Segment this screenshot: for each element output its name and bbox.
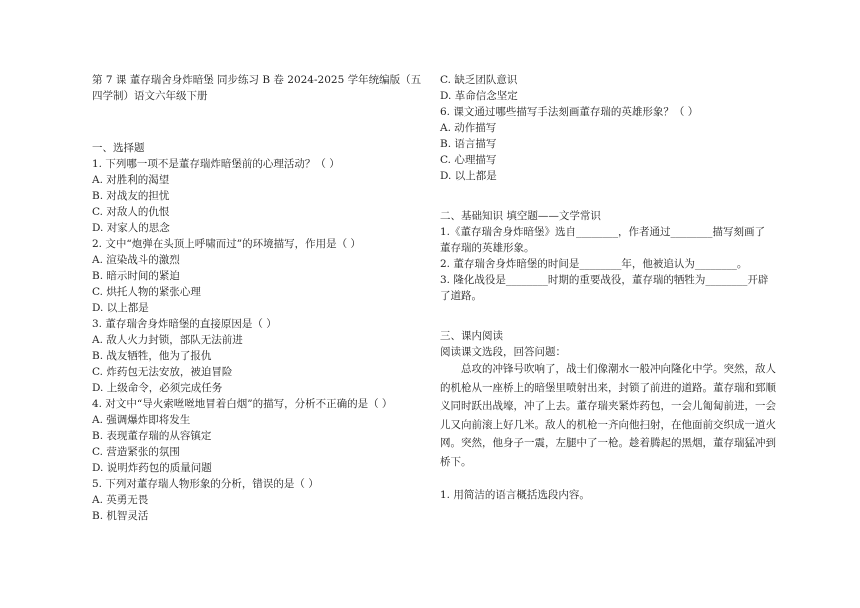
question-4-option-a: A. 强调爆炸即将发生: [92, 414, 191, 426]
fill-in-3-line1: 3. 隆化战役是________时期的重要战役，董存瑞的牺牲为________开辟: [440, 274, 769, 286]
question-2-option-d: D. 以上都是: [92, 302, 149, 314]
question-1-option-d: D. 对家人的思念: [92, 222, 170, 234]
question-1-option-b: B. 对战友的担忧: [92, 190, 170, 202]
question-1: 1. 下列哪一项不是董存瑞炸暗堡前的心理活动？（ ）: [92, 158, 340, 170]
question-2-option-a: A. 渲染战斗的激烈: [92, 254, 180, 266]
question-3-option-a: A. 敌人火力封锁，部队无法前进: [92, 334, 243, 346]
question-6-option-b: B. 语言描写: [440, 138, 497, 150]
fill-in-1-line2: 董存瑞的英雄形象。: [440, 242, 535, 254]
section-heading-reading: 三、课内阅读: [440, 330, 503, 342]
question-4-option-d: D. 说明炸药包的质量问题: [92, 462, 212, 474]
section-heading-choice: 一、选择题: [92, 142, 145, 154]
question-2: 2. 文中“炮弹在头顶上呼啸而过”的环境描写，作用是（ ）: [92, 238, 361, 250]
question-5: 5. 下列对董存瑞人物形象的分析，错误的是（ ）: [92, 478, 319, 490]
question-1-option-c: C. 对敌人的仇恨: [92, 206, 170, 218]
reading-question-1: 1. 用简洁的语言概括选段内容。: [440, 489, 590, 501]
section-heading-fill-in: 二、基础知识 填空题——文学常识: [440, 210, 601, 222]
question-6-option-c: C. 心理描写: [440, 154, 497, 166]
question-2-option-c: C. 烘托人物的紧张心理: [92, 286, 201, 298]
reading-passage: 总攻的冲锋号吹响了，战士们像潮水一般冲向隆化中学。突然，敌人的机枪从一座桥上的暗堡里喷射出来，封锁了前进的道路。董存瑞和郅顺义同时跃出战壕，冲了上去。董存瑞夹紧炸药包，一会儿匍匐前进，一会儿又向前滚上好几米。敌人的机枪一齐向他扫射，在他面前交织成一道火网。突然，他身子一震，左腿中了一枪。趁着腾起的黑烟，董存瑞猛冲到桥下。: [440, 363, 776, 468]
question-5-option-b: B. 机智灵活: [92, 510, 149, 522]
fill-in-3-line2: 了道路。: [440, 290, 482, 302]
question-2-option-b: B. 暗示时间的紧迫: [92, 270, 180, 282]
reading-instructions: 阅读课文选段，回答问题：: [440, 346, 566, 358]
question-1-option-a: A. 对胜利的渴望: [92, 174, 170, 186]
fill-in-1-line1: 1.《董存瑞舍身炸暗堡》选自________，作者通过________描写刻画了: [440, 226, 766, 238]
question-6-option-d: D. 以上都是: [440, 170, 497, 182]
question-4-option-c: C. 营造紧张的氛围: [92, 446, 180, 458]
left-column: [92, 72, 422, 524]
question-4: 4. 对文中“导火索咝咝地冒着白烟”的描写，分析不正确的是（ ）: [92, 398, 393, 410]
question-5-option-c: C. 缺乏团队意识: [440, 74, 518, 86]
doc-title-line2: 四学制）语文六年级下册: [92, 90, 208, 102]
doc-title-line1: 第 7 课 董存瑞舍身炸暗堡 同步练习 B 卷 2024-2025 学年统编版（五: [92, 74, 422, 86]
question-4-option-b: B. 表现董存瑞的从容镇定: [92, 430, 212, 442]
question-6-option-a: A. 动作描写: [440, 122, 497, 134]
question-3-option-c: C. 炸药包无法安放，被迫冒险: [92, 366, 233, 378]
question-3-option-d: D. 上级命令，必须完成任务: [92, 382, 223, 394]
question-6: 6. 课文通过哪些描写手法刻画董存瑞的英雄形象？（ ）: [440, 106, 699, 118]
question-3: 3. 董存瑞舍身炸暗堡的直接原因是（ ）: [92, 318, 277, 330]
fill-in-2: 2. 董存瑞舍身炸暗堡的时间是________年，他被追认为________。: [440, 258, 748, 270]
question-5-option-a: A. 英勇无畏: [92, 494, 149, 506]
question-3-option-b: B. 战友牺牲，他为了报仇: [92, 350, 212, 362]
question-5-option-d: D. 革命信念坚定: [440, 90, 518, 102]
right-column: [440, 72, 785, 503]
